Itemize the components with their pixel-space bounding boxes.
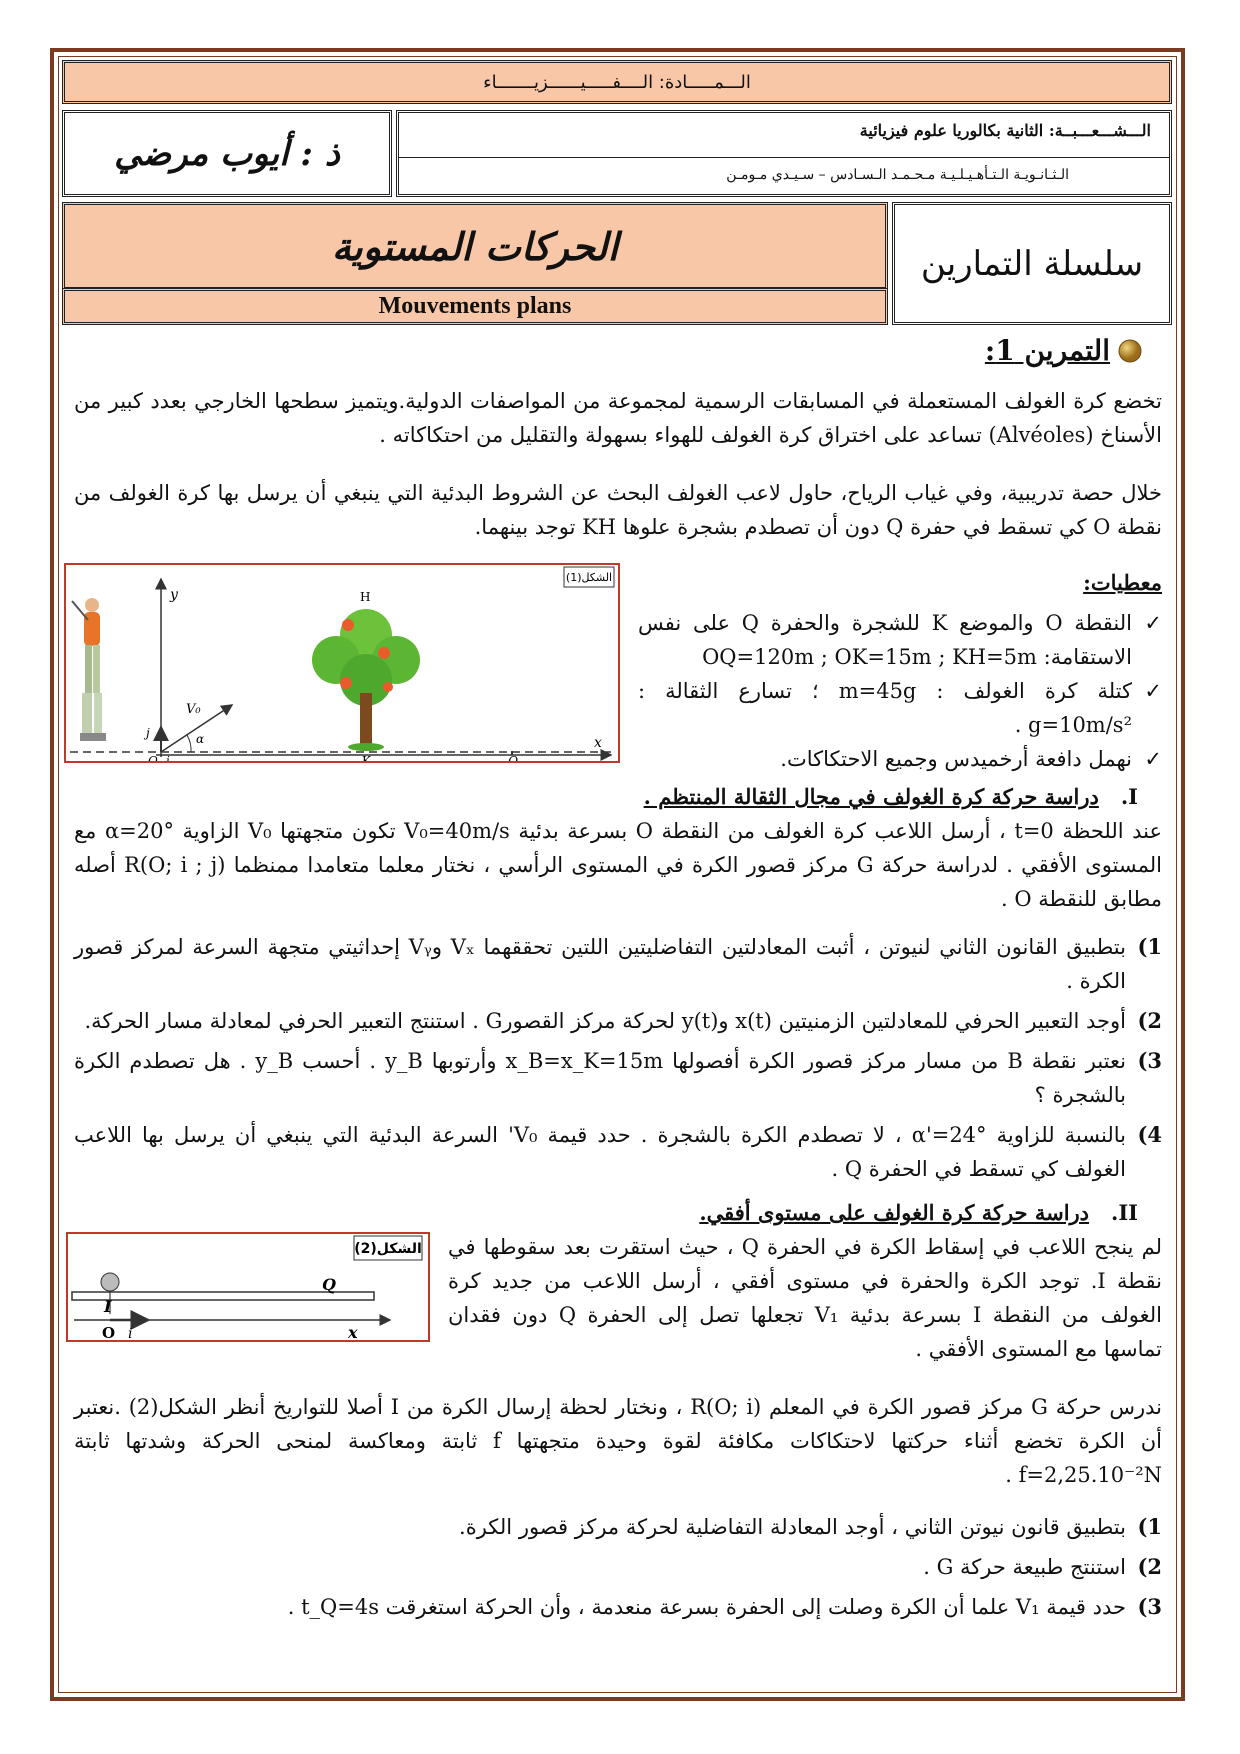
tree-figure [312,609,420,751]
givens-item-text: كتلة كرة الغولف : m=45g ؛ تسارع الثقالة : g=10m/s² . [638,679,1132,737]
subject-banner [62,60,1172,104]
figure-2-diagram [68,1234,428,1340]
part-2-label: II. [1111,1200,1138,1225]
check-icon: ✓ [1144,747,1162,771]
branch-label: الـــشـــعـــبــة: الثانية بكالوريا علوم فيزيائية [859,121,1151,140]
question-text: نعتبر نقطة B من مسار مركز قصور الكرة أفصولها x_B=x_K=15m وأرتوبها y_B . أحسب y_B . هل تصطدم الكرة بالشجرة ؟ [74,1049,1126,1107]
figure-2-label: الشكل(2) [354,1241,422,1257]
part-1-label: I. [1120,784,1138,809]
golfer-figure [72,598,106,741]
q-label: Q [508,754,518,761]
question-number: 1) [1137,934,1162,959]
part-1-questions [74,930,1162,1186]
givens-item [638,674,1162,742]
question-item [74,1550,1162,1584]
givens-item-text: النقطة O والموضع K للشجرة والحفرة Q على نفس الاستقامة: OQ=120m ; OK=15m ; KH=5m [638,611,1132,669]
givens-title: معطيات: [1083,570,1162,595]
check-icon: ✓ [1144,611,1162,635]
exercise-title: التمرين 1: [984,334,1110,367]
part-2-intro: لم ينجح اللاعب في إسقاط الكرة في الحفرة Q ، حيث استقرت بعد سقوطها في نقطة I. توجد الكرة والحفرة في مستوى أفقي ، أرسل اللاعب من جديد كرة الغولف من النقطة I بسرعة بدئية V₁ تجعلها تصل إلى الحفرة Q دون فقدان تماسها مع المستوى الأفقي . [448,1235,1162,1361]
title-ar: الحركات المستوية [331,223,619,269]
hole-q-label: Q [322,1275,336,1294]
title-fr-box [62,288,888,325]
question-item [74,1004,1162,1038]
school-label: الـثـانـويـة الـتـأهـيـلـيـة مـحـمـد الـسـادس – سـيـدي مـومـن [726,167,1069,183]
k-label: K [362,754,371,761]
school-divider [399,157,1169,158]
part-2-title: دراسة حركة كرة الغولف على مستوى أفقي. [699,1200,1090,1225]
title-fr: Mouvements plans [378,293,572,319]
figure-1 [64,563,620,763]
alpha-label: α [196,732,205,746]
y-axis-label: y [170,587,178,603]
question-number: 3) [1137,1048,1162,1073]
question-text: حدد قيمة V₁ علما أن الكرة وصلت إلى الحفرة بسرعة منعدمة ، وأن الحركة استغرقت t_Q=4s . [287,1595,1126,1619]
check-icon: ✓ [1144,679,1162,703]
question-text: بتطبيق قانون نيوتن الثاني ، أوجد المعادلة التفاضلية لحركة مركز قصور الكرة. [459,1515,1126,1539]
figure-1-diagram [66,565,618,761]
exercise-heading [985,334,1142,367]
x-axis-label: x [594,735,602,751]
teacher-box [62,110,392,197]
givens-list [638,606,1162,776]
v0-label: V₀ [186,702,201,717]
point-i-label: I [104,1297,112,1316]
origin-label-2: O [102,1324,116,1340]
givens-item-text: نهمل دافعة أرخميدس وجميع الاحتكاكات. [780,747,1132,771]
bullet-ball-icon [1118,339,1142,363]
x-axis-label-2: x [348,1323,358,1340]
question-number: 2) [1137,1008,1162,1033]
school-box [396,110,1172,197]
question-number: 3) [1137,1594,1162,1619]
question-item [74,1044,1162,1112]
series-box [892,202,1172,325]
question-text: بتطبيق القانون الثاني لنيوتن ، أثبت المعادلتين التفاضليتين اللتين تحققهما Vₓ وVᵧ إحداثيتي متجهة السرعة لمركز قصور الكرة . [74,935,1126,993]
h-label: H [360,590,371,604]
question-text: استنتج طبيعة حركة G . [923,1555,1126,1579]
part-1-heading [74,780,1162,814]
question-number: 2) [1137,1554,1162,1579]
givens-item [638,606,1162,674]
part-1-intro: عند اللحظة t=0 ، أرسل اللاعب كرة الغولف من النقطة O بسرعة بدئية V₀=40m/s تكون متجهتها V₀ الزاوية α=20° مع المستوى الأفقي . لدراسة حركة G مركز قصور الكرة في المستوى الرأسي ، نختار معلما متعامدا ممنظما R(O; i ; j) أصله مطابق للنقطة O . [74,819,1162,911]
question-number: 1) [1137,1514,1162,1539]
origin-label: O [148,754,158,761]
part-2-intro-2: ندرس حركة G مركز قصور الكرة في المعلم R(O; i) ، ونختار لحظة إرسال الكرة من I أصلا للتواريخ أنظر الشكل(2) .نعتبر أن الكرة تخضع أثناء حركتها لاحتكاكات مكافئة لقوة وحيدة متجهتها f ثابتة ومعاكسة لمنحى الحركة وشدتها ثابتة f=2,25.10⁻²N . [74,1395,1163,1487]
i-unit-label-2: i [128,1326,133,1340]
part-2-header [448,1196,1162,1366]
question-number: 4) [1137,1122,1162,1147]
title-ar-box [62,202,888,290]
part-2-heading [448,1196,1162,1230]
teacher-name: ذ : أيوب مرضي [114,133,340,174]
question-text: بالنسبة للزاوية α'=24° ، لا تصطدم الكرة بالشجرة . حدد قيمة V₀' السرعة البدئية التي ينبغي أن يرسل بها اللاعب الغولف كي تسقط في الحفرة Q . [74,1123,1126,1181]
part-1 [74,780,1162,1192]
givens-item [638,742,1162,776]
part-1-title: دراسة حركة كرة الغولف في مجال الثقالة المنتظم . [643,784,1099,809]
question-item [74,1590,1162,1624]
question-item [74,930,1162,998]
part-2-body [74,1390,1162,1630]
alpha-arc [187,735,191,752]
i-label: i [166,754,170,761]
part-2-questions [74,1510,1162,1624]
givens-block [638,566,1162,776]
figure-1-label: الشكل(1) [565,571,613,584]
j-label: j [146,726,150,740]
subject-label: الـــمـــــادة: الــــفـــــيــــــزيـــــــاء [483,71,751,93]
intro-paragraph-2: خلال حصة تدريبية، وفي غياب الرياح، حاول لاعب الغولف البحث عن الشروط البدئية التي ينبغي أن يرسل بها كرة الغولف من نقطة O كي تسقط في حفرة Q دون أن تصطدم بشجرة علوها KH توجد بينهما. [74,481,1162,539]
question-item [74,1118,1162,1186]
question-text: أوجد التعبير الحرفي للمعادلتين الزمنيتين x(t) وy(t) لحركة مركز القصورG . استنتج التعبير الحرفي لمعادلة مسار الحركة. [84,1009,1126,1033]
question-item [74,1510,1162,1544]
intro-paragraph-1: تخضع كرة الغولف المستعملة في المسابقات الرسمية لمجموعة من المواصفات الدولية.ويتميز سطحها الخارجي بعدد كبير من الأسناخ (Alvéoles) تساعد على اختراق كرة الغولف للهواء بسهولة والتقليل من احتكاكاته . [74,389,1162,447]
figure-2 [66,1232,430,1342]
series-label: سلسلة التمارين [920,243,1144,284]
golf-ball [101,1273,119,1291]
